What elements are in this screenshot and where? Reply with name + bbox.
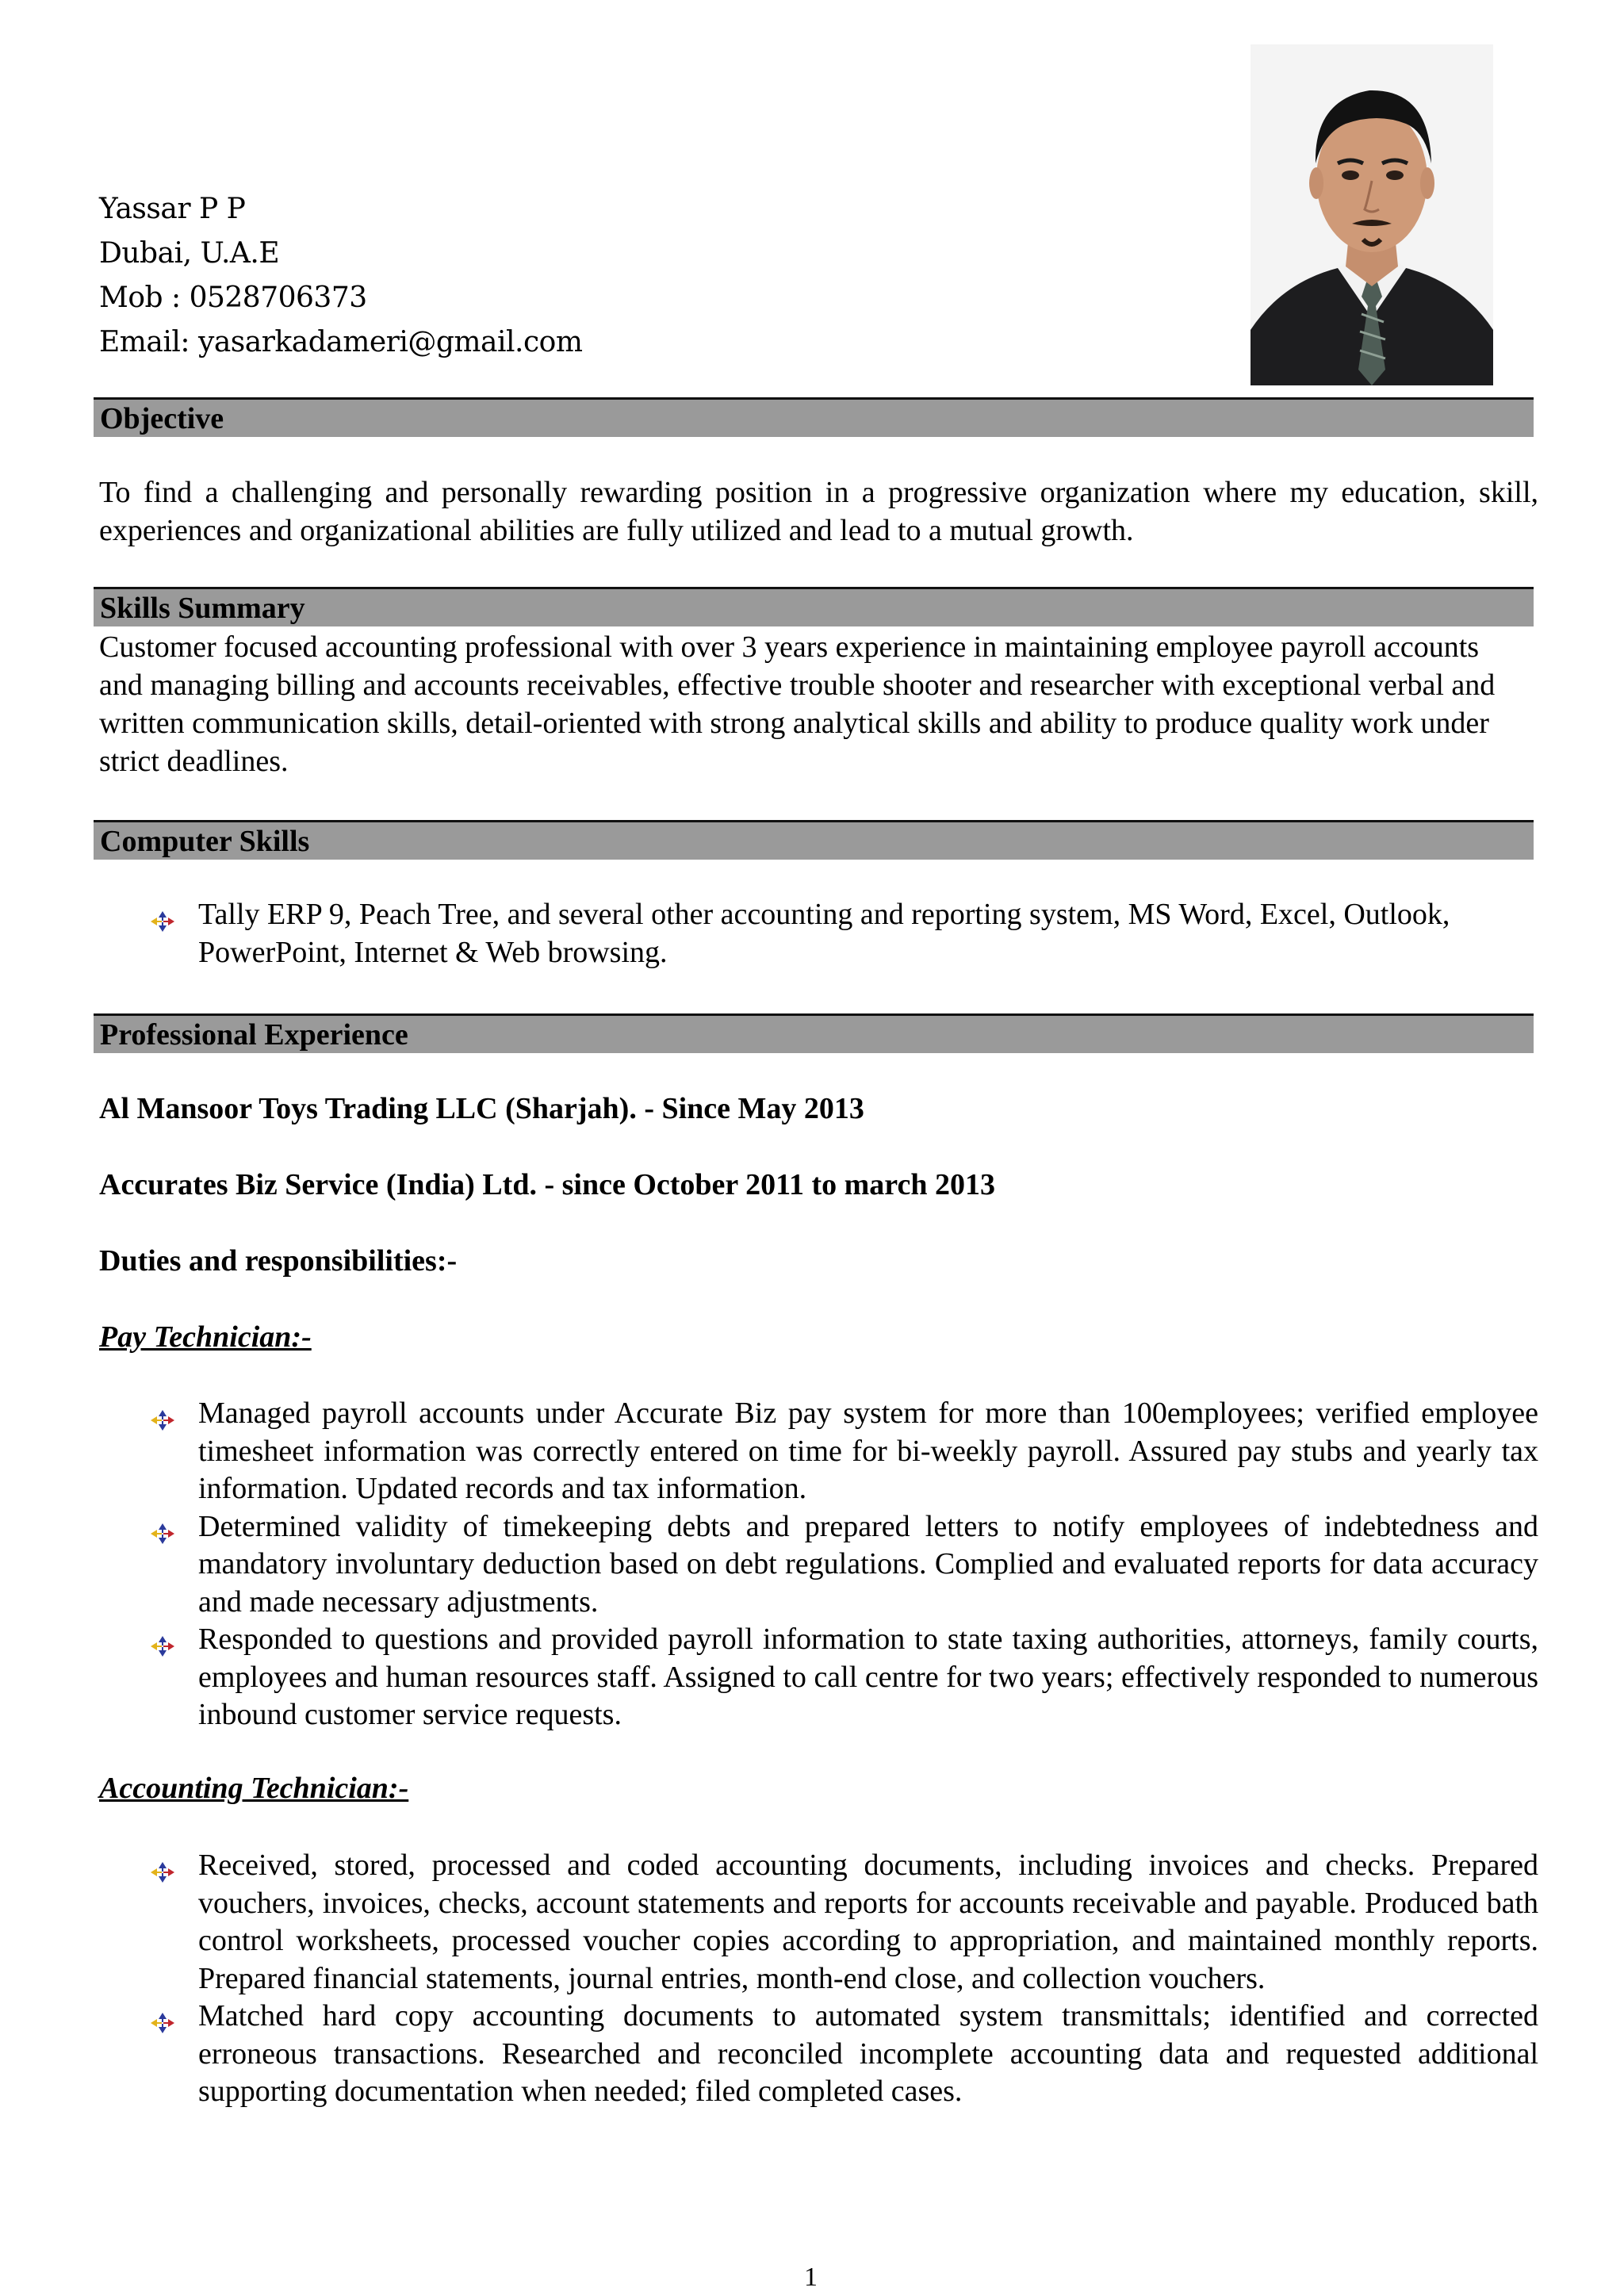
bullet-arrows-icon bbox=[151, 1629, 174, 1649]
duties-heading: Duties and responsibilities:- bbox=[99, 1244, 458, 1278]
bullet-arrows-icon bbox=[151, 1403, 174, 1423]
page-number: 1 bbox=[804, 2262, 818, 2292]
list-item: Determined validity of timekeeping debts and prepared letters to notify employees of indebtedness and mandatory involuntary deduction based on debt regulations. Complied and evaluated reports for data accuracy and made necessary adjustments. bbox=[151, 1508, 1538, 1622]
list-item: Managed payroll accounts under Accurate Biz pay system for more than 100employees; verified employee timesheet information was correctly entered on time for bi-weekly payroll. Assured pay stubs and yearly tax information. Updated records and tax information. bbox=[151, 1395, 1538, 1508]
objective-text: To find a challenging and personally rewarding position in a progressive organization where my education, skill, experiences and organizational abilities are fully utilized and lead to a mutual growth. bbox=[99, 476, 1538, 547]
list-item: Tally ERP 9, Peach Tree, and several other accounting and reporting system, MS Word, Excel, Outlook, PowerPoint, Internet & Web browsing. bbox=[151, 896, 1499, 971]
skills-summary-text: Customer focused accounting professional with over 3 years experience in maintaining employee payroll accounts and managing billing and accounts receivables, effective trouble shooter and researcher with exceptional verbal and written communication skills, detail-oriented with strong analytical skills and ability to produce quality work under strict deadlines. bbox=[99, 630, 1496, 778]
section-title-computer-skills: Computer Skills bbox=[100, 825, 310, 858]
bullet-arrows-icon bbox=[151, 904, 174, 925]
candidate-name: Yassar P P bbox=[99, 193, 246, 225]
section-bar-computer-skills bbox=[94, 820, 1534, 860]
computer-skills-list bbox=[151, 896, 1499, 971]
candidate-email: Email: yasarkadameri@gmail.com bbox=[99, 326, 583, 358]
profile-photo-graphic bbox=[1251, 44, 1493, 385]
bullet-arrows-icon bbox=[151, 2006, 174, 2026]
section-bar-skills-summary bbox=[94, 587, 1534, 626]
employer-current: Al Mansoor Toys Trading LLC (Sharjah). - Since May 2013 bbox=[99, 1092, 864, 1125]
list-item: Responded to questions and provided payroll information to state taxing authorities, attorneys, family courts, employees and human resources staff. Assigned to call centre for two years; effectively responded to numerous inbound customer service requests. bbox=[151, 1621, 1538, 1734]
section-title-professional-experience: Professional Experience bbox=[100, 1018, 408, 1052]
bullet-arrows-icon bbox=[151, 1855, 174, 1875]
employer-previous: Accurates Biz Service (India) Ltd. - since October 2011 to march 2013 bbox=[99, 1168, 995, 1201]
candidate-location: Dubai, U.A.E bbox=[99, 237, 280, 270]
candidate-mobile: Mob : 0528706373 bbox=[99, 282, 367, 314]
bullet-arrows-icon bbox=[151, 1516, 174, 1537]
pay-technician-list bbox=[151, 1395, 1538, 1734]
list-item: Received, stored, processed and coded accounting documents, including invoices and checks. Prepared vouchers, invoices, checks, account statements and reports for accounts receivable and payable. Produced bath control worksheets, processed voucher copies according to appropriation, and maintained monthly reports. Prepared financial statements, journal entries, month-end close, and collection vouchers. bbox=[151, 1847, 1538, 1998]
section-bar-professional-experience bbox=[94, 1013, 1534, 1053]
section-bar-objective bbox=[94, 397, 1534, 437]
section-title-skills-summary: Skills Summary bbox=[100, 592, 305, 625]
list-item: Matched hard copy accounting documents to automated system transmittals; identified and corrected erroneous transactions. Researched and reconciled incomplete accounting data and requested additional supporting documentation when needed; filed completed cases. bbox=[151, 1998, 1538, 2111]
profile-photo bbox=[1251, 44, 1493, 385]
accounting-technician-list bbox=[151, 1847, 1538, 2111]
accounting-technician-heading: Accounting Technician:- bbox=[99, 1772, 409, 1805]
contact-block bbox=[99, 187, 582, 365]
pay-technician-heading: Pay Technician:- bbox=[99, 1320, 312, 1354]
section-title-objective: Objective bbox=[100, 402, 224, 435]
